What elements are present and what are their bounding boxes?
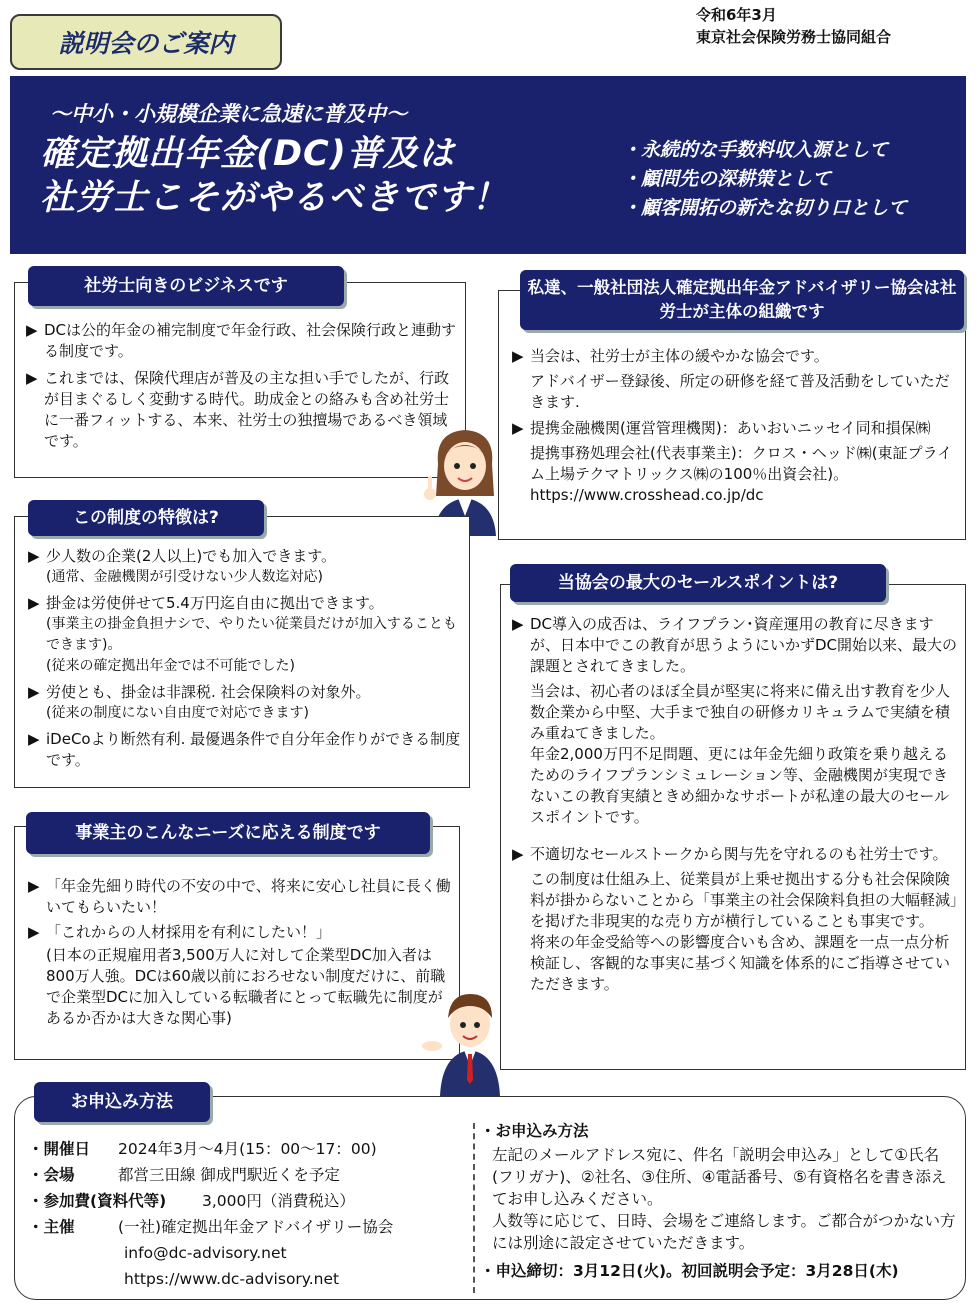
section-body [28,546,462,775]
list-item [26,320,458,362]
section-heading [510,564,886,602]
item-text: 少人数の企業(2人以上)でも加入できます。 [46,547,337,565]
banner-points [622,136,907,223]
list-item [28,682,462,703]
application-method [480,1120,956,1282]
event-date-value: 2024年3月〜4月(15：00〜17：00) [118,1140,377,1158]
item-detail: 当会は、初心者のほぼ全員が堅実に将来に備え出す教育を少人数企業から中堅、大手まで独自の研修カリキュラムで実績を積み重ねてきました。 [530,682,951,742]
section-body [512,346,958,511]
banner-point: ・顧問先の深耕策として [622,168,832,190]
heading-text: 当協会の最大のセールスポイントは? [557,573,839,593]
item-detail: アドバイザー登録後、所定の研修を経て普及活動をしていただきます. [530,372,950,411]
triangle-bullet-icon: ▶ [28,683,40,701]
triangle-bullet-icon: ▶ [28,547,40,565]
issuer-org: 東京社会保険労務士協同組合 [696,28,892,46]
list-item [512,614,958,677]
list-item [512,346,958,367]
section-body [512,614,958,1000]
section-body [26,320,458,456]
list-item [512,418,958,439]
triangle-bullet-icon: ▶ [28,594,40,612]
item-text: 当会は、社労士が主体の緩やかな協会です。 [530,347,829,365]
venue-label: ・会場 [28,1166,75,1184]
contact-email[interactable]: info@dc-advisory.net [124,1244,287,1262]
banner-point: ・顧客開拓の新たな切り口として [622,197,908,219]
section-heading [520,270,964,330]
host-value: (一社)確定拠出年金アドバイザリー協会 [118,1218,394,1236]
item-detail: 将来の年金受給等への影響度合いも含め、課題を一点一点分析検証し、客観的な事実に基づく知識を体系的にご指導させていただきます。 [530,933,951,993]
banner-title-line1: 確定拠出年金(DC)普及は [40,134,455,174]
issue-date: 令和6年3月 [696,6,777,24]
venue-row [28,1162,456,1188]
deadline-text: ・申込締切：3月12日(火)。初回説明会予定：3月28日(木) [480,1262,899,1280]
heading-text: 社労士向きのビジネスです [84,276,288,296]
section-divider [473,1123,475,1293]
item-text: DCは公的年金の補完制度で年金行政、社会保険行政と連動する制度です。 [44,321,457,360]
item-text: 労使とも、掛金は非課税. 社会保険料の対象外。 [46,683,371,701]
heading-text: 私達、一般社団法人確定拠出年金アドバイザリー協会は社労士が主体の組織です [527,278,957,321]
section-body [28,876,456,1034]
heading-text: 事業主のこんなニーズに応える制度です [75,823,381,843]
triangle-bullet-icon: ▶ [28,730,40,748]
list-item [28,922,456,943]
triangle-bullet-icon: ▶ [512,615,524,633]
item-detail: (従来の確定拠出年金では不可能でした) [46,658,295,674]
item-detail: (通常、金融機関が引受けない少人数迄対応) [46,569,323,585]
event-date-label: ・開催日 [28,1140,91,1158]
list-item [28,876,456,918]
heading-text: お申込み方法 [71,1092,173,1112]
event-details [28,1136,456,1292]
list-item [28,546,462,567]
venue-value: 都営三田線 御成門駅近くを予定 [118,1166,340,1184]
info-session-badge [10,14,282,70]
item-text: これまでは、保険代理店が普及の主な担い手でしたが、行政が目まぐるしく変動する時代。助成金との絡みも含め社労士に一番フィットする、本来、社労士の独擅場であるべき領域です。 [44,369,450,450]
triangle-bullet-icon: ▶ [512,347,524,365]
section-heading [34,1082,210,1122]
man-advisor-illustration [420,984,512,1096]
triangle-bullet-icon: ▶ [28,923,40,941]
item-detail: 年金2,000万円不足問題、更には年金先細り政策を乗り越えるためのライフプランシミュレーション等、金融機関が実現できないこの教育実績ときめ細かなサポートが私達の最大のセールスポイントです。 [530,745,950,826]
triangle-bullet-icon: ▶ [28,877,40,895]
item-text: 「年金先細り時代の不安の中で、将来に安心し社員に長く働いてもらいたい！ [46,877,451,916]
list-item [26,368,458,452]
website-link[interactable]: https://www.dc-advisory.net [124,1270,340,1288]
triangle-bullet-icon: ▶ [512,845,524,863]
heading-text: この制度の特徴は? [73,508,219,528]
item-detail: (従来の制度にない自由度で対応できます) [46,705,309,721]
event-date-row [28,1136,456,1162]
banner-point: ・永続的な手数料収入源として [622,139,889,161]
list-item [512,844,958,865]
item-text: 「これからの人材採用を有利にしたい！」 [46,923,332,941]
item-detail: (日本の正規雇用者3,500万人に対して企業型DC加入者は800万人強。DCは60歳以前におろせない制度だけに、前職で企業型DCに加入している転職者にとって転職先に制度があるか否かは大きな関心事) [46,946,446,1027]
section-heading [28,500,264,536]
item-text: 掛金は労使併せて5.4万円迄自由に拠出できます。 [46,594,384,612]
list-item [28,729,462,771]
hero-banner [10,76,966,254]
item-text: 不適切なセールストークから関与先を守れるのも社労士です。 [530,845,948,863]
banner-title [40,132,508,220]
banner-subtitle: 〜中小・小規模企業に急速に普及中〜 [50,102,407,126]
triangle-bullet-icon: ▶ [26,321,38,339]
triangle-bullet-icon: ▶ [512,419,524,437]
method-text: 左記のメールアドレス宛に、件名「説明会申込み」として①氏名(フリガナ)、②社名、③住所、④電話番号、⑤有資格名を書き添えてお申し込みください。 [492,1146,947,1208]
fee-label: ・参加費(資料代等) [28,1192,167,1210]
method-heading: ・お申込み方法 [480,1122,589,1140]
item-text: DC導入の成否は、ライフプラン･資産運用の教育に尽きますが、日本中でこの教育が思うようにいかずDC開始以来、最大の課題とされてきました。 [530,615,958,675]
section-heading [28,266,344,306]
triangle-bullet-icon: ▶ [26,369,38,387]
fee-row [28,1188,456,1214]
header-meta [696,4,891,48]
section-heading [26,812,430,854]
fee-value: 3,000円（消費税込） [202,1192,355,1210]
item-detail: (事業主の掛金負担ナシで、やりたい従業員だけが加入することもできます)。 [46,616,457,653]
item-text: 提携金融機関(運営管理機関)：あいおいニッセイ同和損保㈱ [530,419,931,437]
list-item [28,593,462,614]
host-row [28,1214,456,1240]
host-label: ・主催 [28,1218,75,1236]
item-text: iDeCoより断然有利. 最優遇条件で自分年金作りができる制度です。 [46,730,461,769]
banner-title-line2: 社労士こそがやるべきです！ [40,178,509,218]
method-text: 人数等に応じて、日時、会場をご連絡します。ご都合がつかない方には別途に設定させていただきます。 [492,1212,956,1252]
badge-text: 説明会のご案内 [58,29,234,58]
item-detail: この制度は仕組み上、従業員が上乗せ拠出する分も社会保険険料が掛からないことから「事業主の社会保険料負担の大幅軽減」を掲げた非現実的な売り方が横行していることも事実です。 [530,870,958,930]
item-detail: 提携事務処理会社(代表事業主)：クロス・ヘッド㈱(東証プライム上場テクマトリックス㈱の100％出資会社)。 https://www.crosshead.co.jp/dc [530,444,953,504]
